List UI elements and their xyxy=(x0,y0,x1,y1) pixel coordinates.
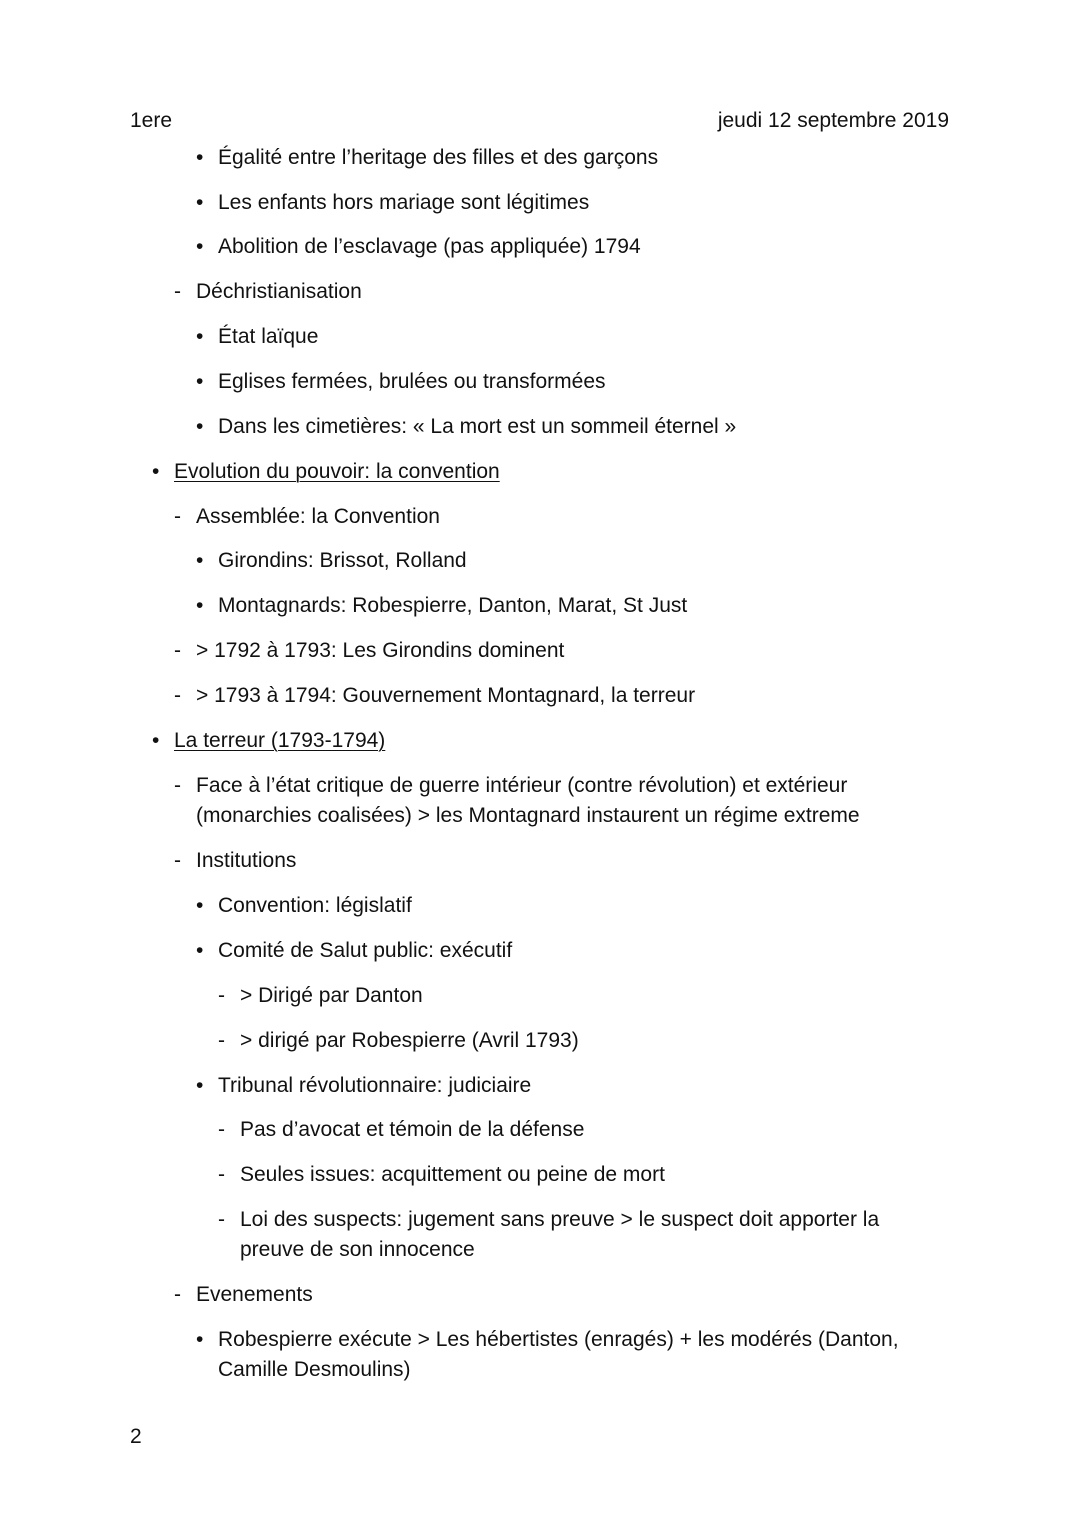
bullet-icon: • xyxy=(196,1074,204,1097)
dash-icon: - xyxy=(218,1029,225,1052)
bullet-icon: • xyxy=(196,939,204,962)
bullet-icon: • xyxy=(196,235,204,258)
dash-icon: - xyxy=(174,505,181,528)
dash-icon: - xyxy=(174,684,181,707)
dash-icon: - xyxy=(218,1163,225,1186)
bullet-icon: • xyxy=(152,460,160,483)
bullet-icon: • xyxy=(196,370,204,393)
bullet-icon: • xyxy=(196,594,204,617)
dash-icon: - xyxy=(218,984,225,1007)
bullet-icon: • xyxy=(196,894,204,917)
bullet-icon: • xyxy=(196,146,204,169)
bullet-icon: • xyxy=(152,729,160,752)
bullet-icon: • xyxy=(196,325,204,348)
dash-icon: - xyxy=(174,1283,181,1306)
bullet-icon: • xyxy=(196,191,204,214)
dash-icon: - xyxy=(174,774,181,797)
bullet-icon: • xyxy=(196,549,204,572)
bullet-icon: • xyxy=(196,415,204,438)
dash-icon: - xyxy=(218,1208,225,1231)
header-class-label: 1ere xyxy=(130,109,173,132)
dash-icon: - xyxy=(174,280,181,303)
header-date: jeudi 12 septembre 2019 xyxy=(717,109,949,132)
dash-icon: - xyxy=(174,639,181,662)
dash-icon: - xyxy=(174,849,181,872)
bullet-icon: • xyxy=(196,1328,204,1351)
page-number: 2 xyxy=(130,1425,142,1448)
dash-icon: - xyxy=(218,1118,225,1141)
